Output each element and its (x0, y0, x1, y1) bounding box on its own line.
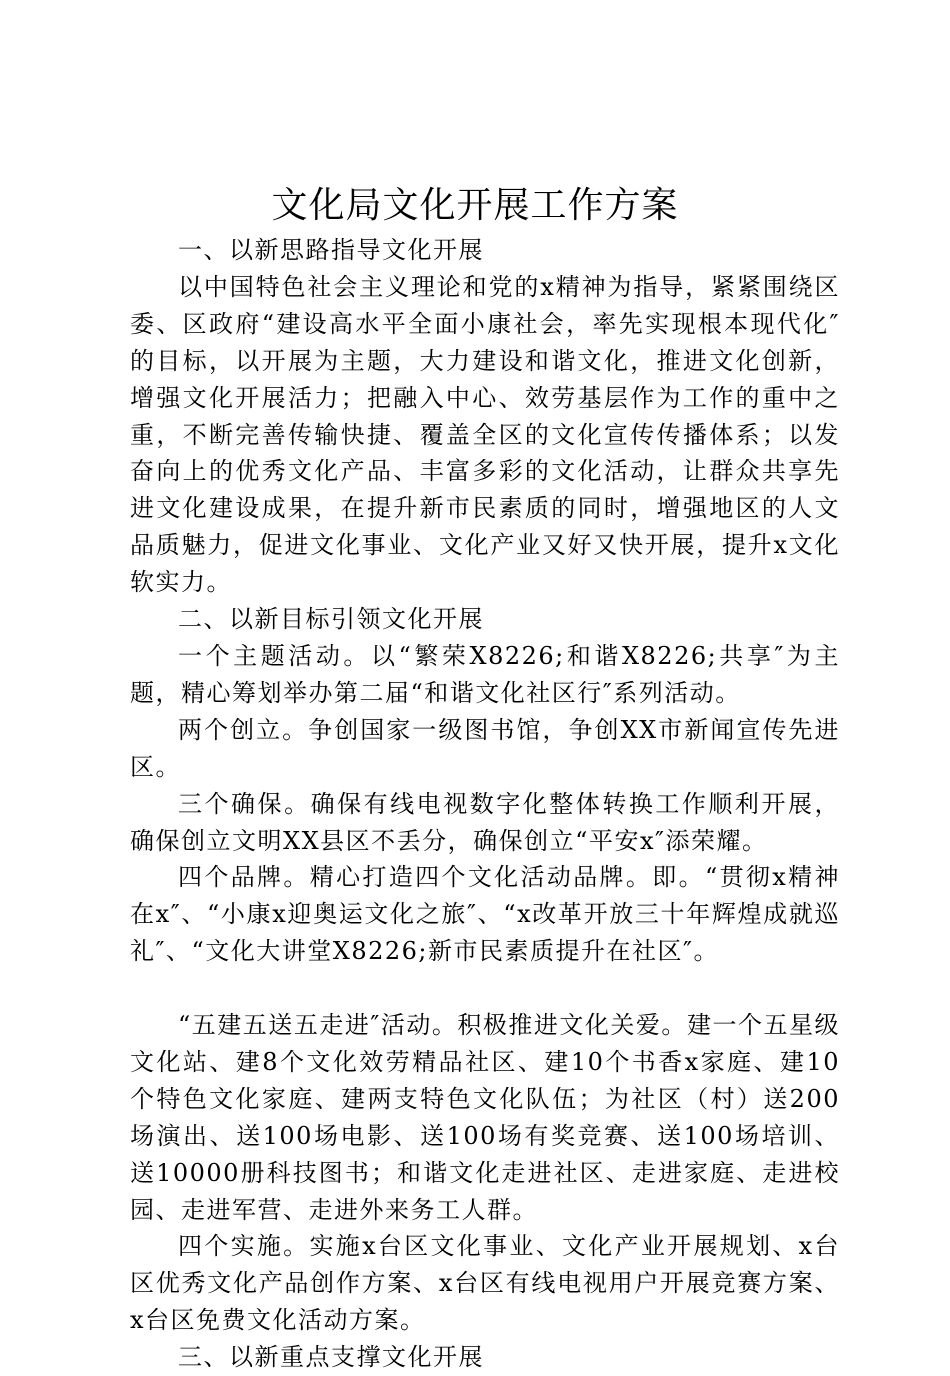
section-heading-1: 一、以新思路指导文化开展 (178, 236, 484, 264)
paragraph-gap (130, 970, 840, 1007)
body-paragraph: “五建五送五走进″活动。积极推进文化关爱。建一个五星级文化站、建8个文化效劳精品社区、建10个书香x家庭、建10个特色文化家庭、建两支特色文化队伍；为社区（村）送200场演出、送100场电影、送100场有奖竞赛、送100场培训、送10000册科技图书；和谐文化走进社区、走进家庭、走进校园、走进军营、走进外来务工人群。 (130, 1011, 840, 1224)
section-heading-3: 三、以新重点支撑文化开展 (178, 1343, 484, 1372)
body-paragraph: 三个确保。确保有线电视数字化整体转换工作顺利开展，确保创立文明XX县区不丢分，确保创立“平安x″添荣耀。 (130, 789, 840, 855)
body-paragraph: 以中国特色社会主义理论和党的x精神为指导，紧紧围绕区委、区政府“建设高水平全面小康社会，率先实现根本现代化″的目标，以开展为主题，大力建设和谐文化，推进文化创新，增强文化开展活力；把融入中心、效劳基层作为工作的重中之重，不断完善传输快捷、覆盖全区的文化宣传传播体系；以发奋向上的优秀文化产品、丰富多彩的文化活动，让群众共享先进文化建设成果，在提升新市民素质的同时，增强地区的人文品质魅力，促进文化事业、文化产业又好又快开展，提升x文化软实力。 (130, 272, 840, 597)
body-paragraph: 四个实施。实施x台区文化事业、文化产业开展规划、x台区优秀文化产品创作方案、x台区有线电视用户开展竞赛方案、x台区免费文化活动方案。 (130, 1232, 840, 1335)
body-paragraph: 两个创立。争创国家一级图书馆，争创XX市新闻宣传先进区。 (130, 715, 840, 781)
document-body (130, 232, 840, 1376)
document-title: 文化局文化开展工作方案 (271, 185, 679, 226)
body-paragraph: 一个主题活动。以“繁荣X8226;和谐X8226;共享″为主题，精心筹划举办第二届“和谐文化社区行″系列活动。 (130, 641, 840, 707)
section-heading-2: 二、以新目标引领文化开展 (178, 605, 484, 634)
body-paragraph: 四个品牌。精心打造四个文化活动品牌。即。“贯彻x精神在x″、“小康x迎奥运文化之旅″、“x改革开放三十年辉煌成就巡礼″、“文化大讲堂X8226;新市民素质提升在社区″。 (130, 863, 840, 966)
